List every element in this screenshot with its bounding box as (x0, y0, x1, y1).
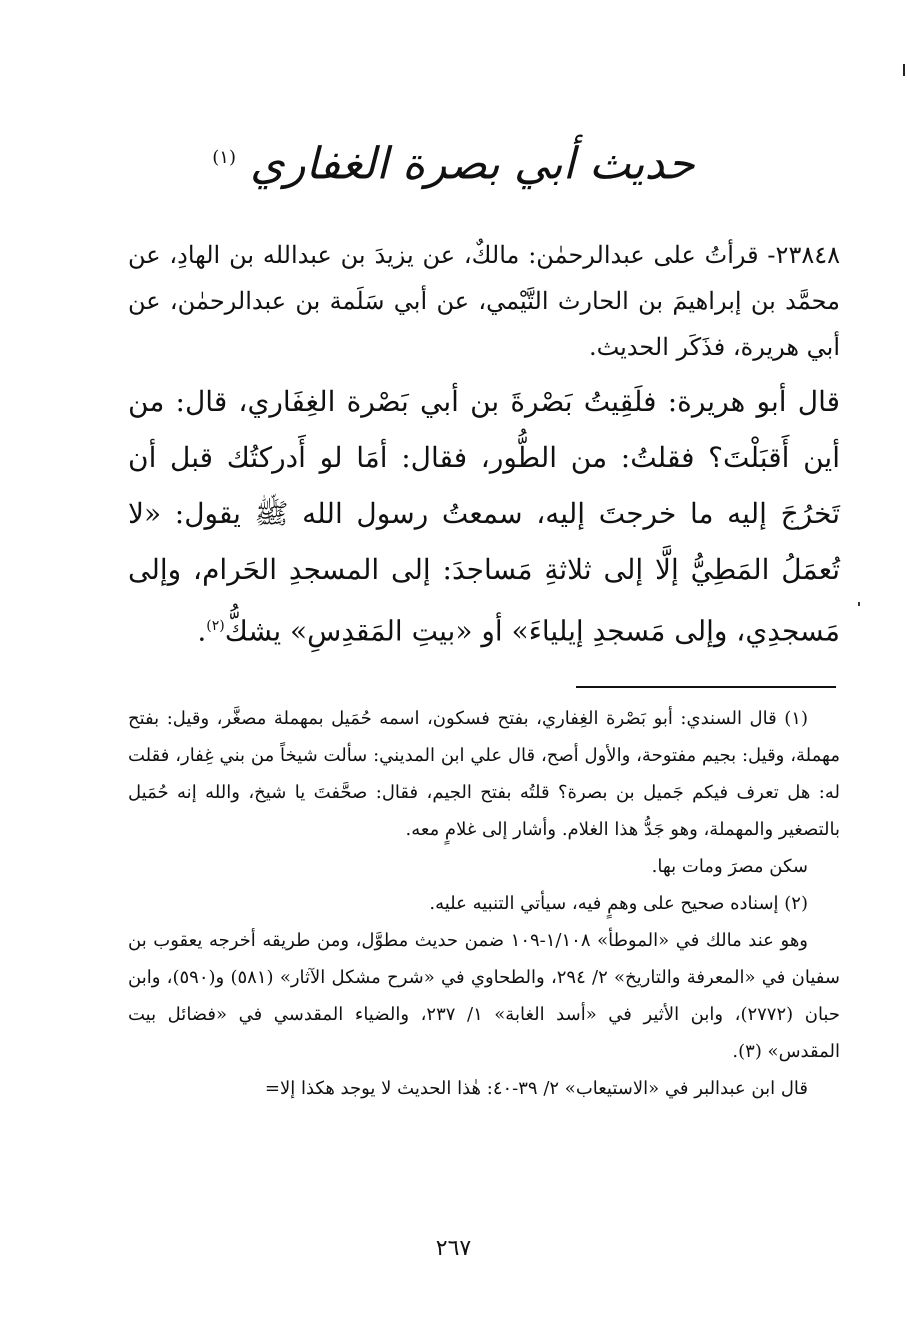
footnote-2: (٢) إسناده صحيح على وهمٍ فيه، سيأتي التنبيه عليه. (429, 893, 808, 914)
chapter-title-footnote-ref: (١) (212, 147, 236, 168)
footnote-2-sources: وهو عند مالك في «الموطأ» ١/١٠٨-١٠٩ ضمن حديث مطوَّل، ومن طريقه أخرجه يعقوب بن سفيان في «المعرفة والتاريخ» ٢/ ٢٩٤، والطحاوي في «شرح مشكل الآثار» (٥٨١) و(٥٩٠)، وابن حبان (٢٧٧٢)، وابن الأثير في «أسد الغابة» ١/ ٢٣٧، والضياء المقدسي في «فضائل بيت المقدس» (٣). (128, 930, 840, 1062)
footnotes (128, 700, 840, 1107)
scan-edge-mark (903, 64, 905, 76)
page-number: ٢٦٧ (435, 1236, 472, 1261)
chapter-title (0, 118, 907, 205)
footnote-2-remark: قال ابن عبدالبر في «الاستيعاب» ٢/ ٣٩-٤٠: هٰذا الحديث لا يوجد هكذا إلا= (264, 1078, 808, 1099)
footnote-1-continuation: سكن مصرَ ومات بها. (651, 856, 808, 877)
hadith-matn-text: قال أبو هريرة: فلَقِيتُ بَصْرةَ بن أبي بَصْرة الغِفَاري، قال: من أين أَقبَلْتَ؟ فقلتُ: من الطُّور، فقال: أمَا لو أَدركتُك قبل أن تَخرُجَ إليه ما خرجتَ إليه، سمعتُ رسول الله ﷺ يقول: «لا تُعمَلُ المَطِيُّ إلَّا إلى ثلاثةِ مَساجدَ: إلى المسجدِ الحَرام، وإلى مَسجدِي، وإلى مَسجدِ إيلياءَ» أو «بيتِ المَقدِسِ» يشكُّ (128, 385, 840, 648)
hadith-matn (128, 374, 840, 659)
footnote-1: (١) قال السندي: أبو بَصْرة الغِفاري، بفتح فسكون، اسمه حُمَيل بمهملة مصغَّر، وقيل: بفتح مهملة، وقيل: بجيم مفتوحة، والأول أصح، قال علي ابن المديني: سألت شيخاً من بني غِفار، فقلت له: هل تعرف فيكم جَميل بن بصرة؟ قلتُه بفتح الجيم، فقال: صحَّفتَ يا شيخ، والله إنه حُمَيل بالتصغير والمهملة، وهو جَدُّ هذا الغلام. وأشار إلى غلامٍ معه. (128, 708, 840, 840)
chapter-title-text: حديث أبي بصرة الغفاري (249, 138, 695, 190)
scan-speck (858, 602, 860, 606)
hadith-footnote-ref: (٢) (206, 618, 225, 634)
hadith-matn-end: . (197, 614, 207, 648)
hadith-isnad: ٢٣٨٤٨- قرأتُ على عبدالرحمٰن: مالكٌ، عن يزيدَ بن عبدالله بن الهادِ، عن محمَّد بن إبراهيمَ بن الحارث التَّيْمي، عن أبي سَلَمة بن عبدالرحمٰن، عن أبي هريرة، فذَكَر الحديث. (128, 241, 840, 361)
footnote-separator (576, 686, 836, 688)
